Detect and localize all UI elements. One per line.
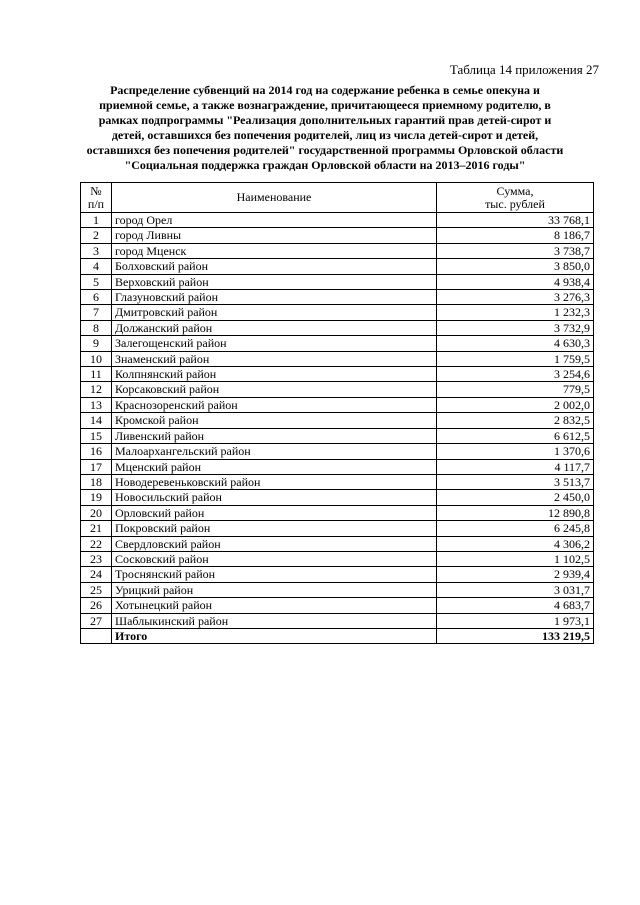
row-sum: 2 002,0: [437, 397, 594, 412]
row-sum: 6 612,5: [437, 428, 594, 443]
row-sum: 3 254,6: [437, 367, 594, 382]
row-name: Мценский район: [112, 459, 437, 474]
table-row: [81, 228, 594, 243]
row-sum: 3 850,0: [437, 259, 594, 274]
subsidy-table: [80, 182, 594, 644]
row-name: Корсаковский район: [112, 382, 437, 397]
row-name: Урицкий район: [112, 582, 437, 597]
document-title: [70, 83, 580, 173]
total-sum: 133 219,5: [437, 628, 594, 643]
row-sum: 4 938,4: [437, 274, 594, 289]
total-number-cell: [81, 628, 112, 643]
appendix-label: Таблица 14 приложения 27: [449, 62, 599, 77]
row-sum: 3 031,7: [437, 582, 594, 597]
row-sum: 4 683,7: [437, 598, 594, 613]
row-number: 15: [81, 428, 112, 443]
row-name: Краснозоренский район: [112, 397, 437, 412]
row-number: 3: [81, 243, 112, 258]
row-name: город Орел: [112, 213, 437, 228]
header-number-line2: п/п: [87, 196, 105, 211]
total-row: [81, 628, 594, 643]
row-number: 19: [81, 490, 112, 505]
table-row: [81, 305, 594, 320]
row-sum: 2 450,0: [437, 490, 594, 505]
row-number: 18: [81, 474, 112, 489]
row-sum: 779,5: [437, 382, 594, 397]
row-number: 4: [81, 259, 112, 274]
title-line: оставшихся без попечения родителей" государственной программы Орловской области: [86, 143, 564, 157]
row-sum: 3 276,3: [437, 290, 594, 305]
row-sum: 6 245,8: [437, 521, 594, 536]
row-number: 27: [81, 613, 112, 628]
table-row: [81, 551, 594, 566]
row-number: 16: [81, 444, 112, 459]
table-row: [81, 274, 594, 289]
row-name: Дмитровский район: [112, 305, 437, 320]
title-line: детей, оставшихся без попечения родителей, лиц из числа детей-сирот и детей,: [111, 128, 539, 142]
table-row: [81, 567, 594, 582]
header-sum: [437, 183, 594, 213]
row-name: Сосковский район: [112, 551, 437, 566]
row-sum: 3 738,7: [437, 243, 594, 258]
row-name: Болховский район: [112, 259, 437, 274]
title-line: приемной семье, а также вознаграждение, причитающееся приемному родителю, в: [99, 98, 551, 112]
row-name: Колпнянский район: [112, 367, 437, 382]
row-name: Кромской район: [112, 413, 437, 428]
table-row: [81, 243, 594, 258]
table-row: [81, 428, 594, 443]
row-sum: 2 832,5: [437, 413, 594, 428]
row-sum: 33 768,1: [437, 213, 594, 228]
row-sum: 1 102,5: [437, 551, 594, 566]
table-row: [81, 336, 594, 351]
row-sum: 1 973,1: [437, 613, 594, 628]
table-row: [81, 290, 594, 305]
row-number: 20: [81, 505, 112, 520]
row-name: Орловский район: [112, 505, 437, 520]
table-row: [81, 536, 594, 551]
row-name: Троснянский район: [112, 567, 437, 582]
table-row: [81, 613, 594, 628]
row-name: Знаменский район: [112, 351, 437, 366]
row-number: 5: [81, 274, 112, 289]
row-number: 17: [81, 459, 112, 474]
row-name: город Мценск: [112, 243, 437, 258]
row-sum: 1 232,3: [437, 305, 594, 320]
row-sum: 4 630,3: [437, 336, 594, 351]
table-row: [81, 521, 594, 536]
table-row: [81, 351, 594, 366]
row-name: Малоархангельский район: [112, 444, 437, 459]
row-sum: 1 370,6: [437, 444, 594, 459]
table-row: [81, 474, 594, 489]
row-sum: 3 732,9: [437, 320, 594, 335]
header-number-line1: №: [90, 183, 102, 198]
row-name: Залегощенский район: [112, 336, 437, 351]
table-row: [81, 397, 594, 412]
table-row: [81, 413, 594, 428]
row-sum: 2 939,4: [437, 567, 594, 582]
header-sum-line2: тыс. рублей: [485, 196, 545, 211]
row-sum: 3 513,7: [437, 474, 594, 489]
row-number: 22: [81, 536, 112, 551]
row-number: 12: [81, 382, 112, 397]
table-row: [81, 320, 594, 335]
row-number: 2: [81, 228, 112, 243]
row-number: 1: [81, 213, 112, 228]
title-line: рамках подпрограммы "Реализация дополнительных гарантий прав детей-сирот и: [98, 113, 552, 127]
row-name: Свердловский район: [112, 536, 437, 551]
table-row: [81, 490, 594, 505]
row-name: Ливенский район: [112, 428, 437, 443]
row-name: Глазуновский район: [112, 290, 437, 305]
header-sum-line1: Сумма,: [496, 183, 534, 198]
table-row: [81, 382, 594, 397]
header-name: Наименование: [112, 183, 437, 213]
row-number: 8: [81, 320, 112, 335]
row-number: 13: [81, 397, 112, 412]
row-number: 10: [81, 351, 112, 366]
row-number: 21: [81, 521, 112, 536]
table-row: [81, 459, 594, 474]
title-line: Распределение субвенций на 2014 год на содержание ребенка в семье опекуна и: [110, 83, 540, 97]
title-line: "Социальная поддержка граждан Орловской области на 2013–2016 годы": [124, 158, 526, 172]
row-number: 6: [81, 290, 112, 305]
row-number: 23: [81, 551, 112, 566]
row-number: 14: [81, 413, 112, 428]
row-sum: 1 759,5: [437, 351, 594, 366]
table-row: [81, 367, 594, 382]
table-row: [81, 444, 594, 459]
row-name: Новосильский район: [112, 490, 437, 505]
row-number: 11: [81, 367, 112, 382]
row-number: 7: [81, 305, 112, 320]
row-number: 9: [81, 336, 112, 351]
table-row: [81, 259, 594, 274]
row-name: Шаблыкинский район: [112, 613, 437, 628]
row-number: 26: [81, 598, 112, 613]
row-name: Новодеревеньковский район: [112, 474, 437, 489]
row-sum: 4 117,7: [437, 459, 594, 474]
row-sum: 12 890,8: [437, 505, 594, 520]
row-name: Должанский район: [112, 320, 437, 335]
table-body: [81, 213, 594, 629]
row-name: город Ливны: [112, 228, 437, 243]
row-number: 24: [81, 567, 112, 582]
total-label: Итого: [112, 628, 437, 643]
row-sum: 8 186,7: [437, 228, 594, 243]
row-name: Покровский район: [112, 521, 437, 536]
header-number: [81, 183, 112, 213]
row-name: Верховский район: [112, 274, 437, 289]
table-row: [81, 505, 594, 520]
row-name: Хотынецкий район: [112, 598, 437, 613]
table-row: [81, 582, 594, 597]
row-number: 25: [81, 582, 112, 597]
row-sum: 4 306,2: [437, 536, 594, 551]
table-header-row: [81, 183, 594, 213]
table-row: [81, 598, 594, 613]
table-row: [81, 213, 594, 228]
